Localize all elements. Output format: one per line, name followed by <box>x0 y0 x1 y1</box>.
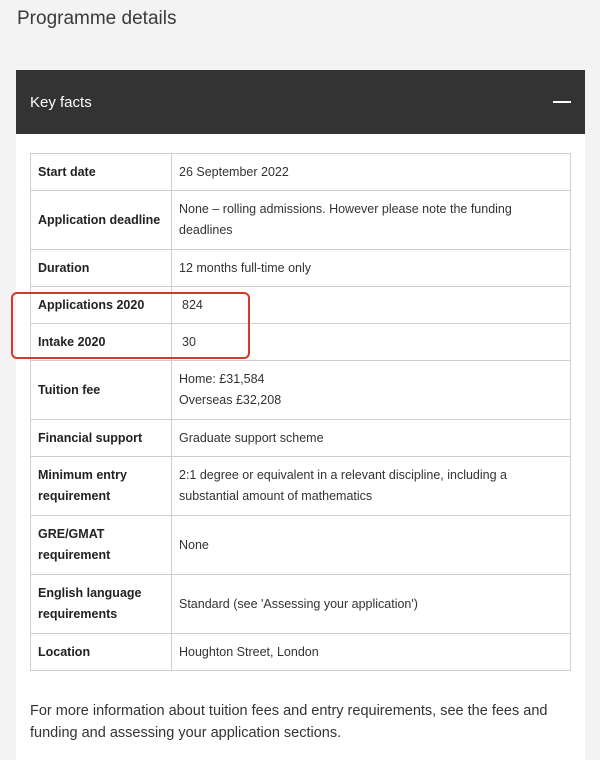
row-label: Start date <box>31 154 172 191</box>
table-row <box>31 287 571 324</box>
row-value: Home: £31,584 Overseas £32,208 <box>172 361 571 420</box>
row-value: None <box>172 516 571 575</box>
table-row <box>31 324 571 361</box>
row-label: English language requirements <box>31 575 172 634</box>
table-row <box>31 420 571 457</box>
key-facts-table <box>30 153 571 671</box>
row-value: Houghton Street, London <box>172 634 571 671</box>
row-label: Financial support <box>31 420 172 457</box>
minus-icon[interactable] <box>553 101 571 103</box>
table-row <box>31 457 571 516</box>
row-label: Tuition fee <box>31 361 172 420</box>
row-value: 30 <box>172 324 571 361</box>
row-value: None – rolling admissions. However please note the funding deadlines <box>172 191 571 250</box>
row-label: Duration <box>31 250 172 287</box>
row-label: Intake 2020 <box>31 324 172 361</box>
table-row <box>31 361 571 420</box>
row-value: 12 months full-time only <box>172 250 571 287</box>
table-row <box>31 634 571 671</box>
table-row <box>31 516 571 575</box>
key-facts-accordion <box>16 70 585 760</box>
row-label: Minimum entry requirement <box>31 457 172 516</box>
row-value: 824 <box>172 287 571 324</box>
row-value: Graduate support scheme <box>172 420 571 457</box>
row-label: Applications 2020 <box>31 287 172 324</box>
row-value: 2:1 degree or equivalent in a relevant discipline, including a substantial amount of mathematics <box>172 457 571 516</box>
table-row <box>31 154 571 191</box>
table-row <box>31 250 571 287</box>
accordion-title: Key facts <box>30 93 92 111</box>
accordion-header[interactable] <box>16 70 585 134</box>
table-row <box>31 191 571 250</box>
page-title: Programme details <box>17 8 177 29</box>
row-label: Location <box>31 634 172 671</box>
row-label: Application deadline <box>31 191 172 250</box>
row-value: 26 September 2022 <box>172 154 571 191</box>
table-row <box>31 575 571 634</box>
more-info-text: For more information about tuition fees and entry requirements, see the fees and funding and assessing your application sections. <box>30 702 548 741</box>
row-value: Standard (see 'Assessing your application') <box>172 575 571 634</box>
row-label: GRE/GMAT requirement <box>31 516 172 575</box>
